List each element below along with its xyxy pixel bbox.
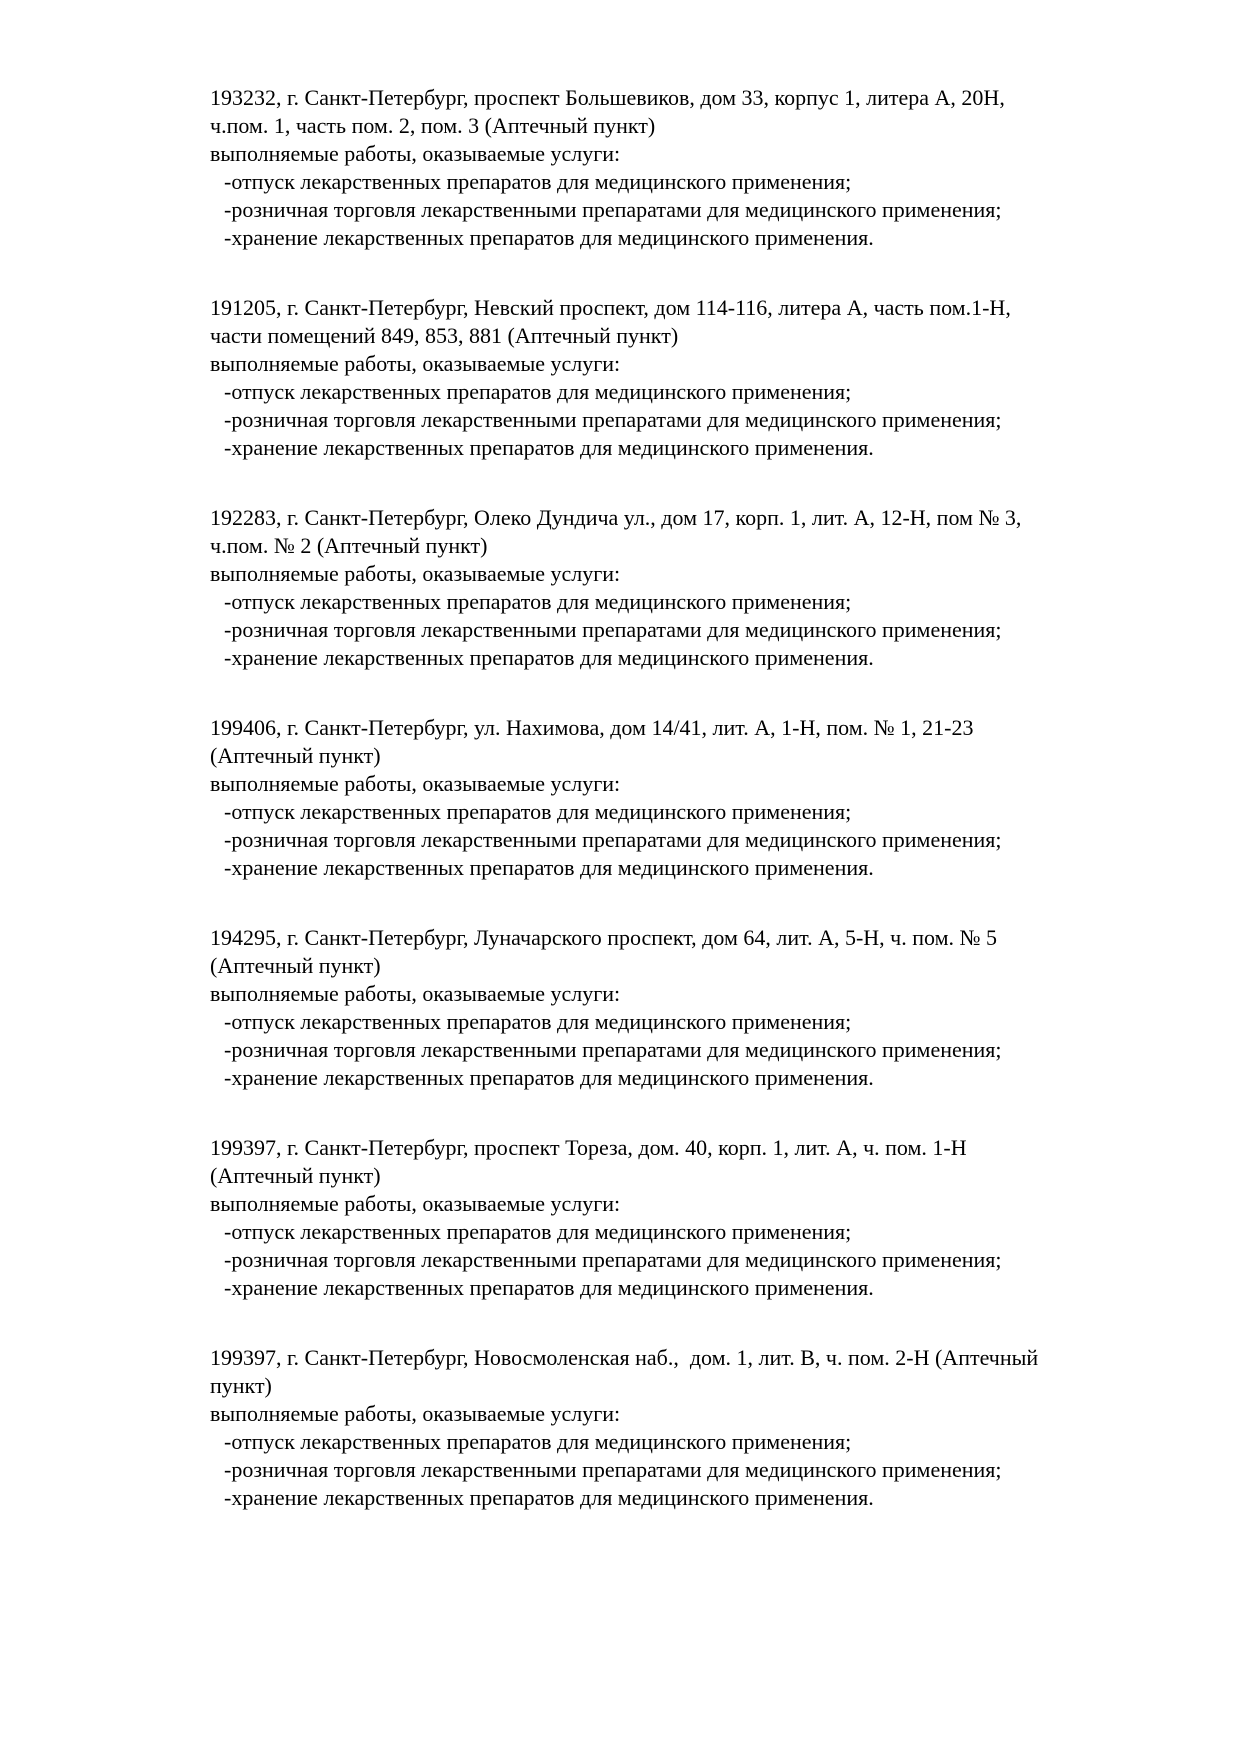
license-entry bbox=[210, 1134, 1191, 1302]
works-services-label: выполняемые работы, оказываемые услуги: bbox=[210, 981, 621, 1006]
works-services-label: выполняемые работы, оказываемые услуги: bbox=[210, 351, 621, 376]
service-item-dispensing: -отпуск лекарственных препаратов для медицинского применения; bbox=[224, 799, 852, 824]
service-item-retail: -розничная торговля лекарственными препаратами для медицинского применения; bbox=[224, 1457, 1002, 1482]
pharmacy-address-line-1: 192283, г. Санкт-Петербург, Олеко Дундича ул., дом 17, корп. 1, лит. А, 12-Н, пом № 3, bbox=[210, 505, 1022, 530]
service-item-dispensing: -отпуск лекарственных препаратов для медицинского применения; bbox=[224, 1009, 852, 1034]
service-item-dispensing: -отпуск лекарственных препаратов для медицинского применения; bbox=[224, 1429, 852, 1454]
pharmacy-address-line-1: 199397, г. Санкт-Петербург, Новосмоленская наб., дом. 1, лит. В, ч. пом. 2-Н (Аптечный bbox=[210, 1345, 1039, 1370]
pharmacy-address-line-1: 191205, г. Санкт-Петербург, Невский проспект, дом 114-116, литера А, часть пом.1-Н, bbox=[210, 295, 1011, 320]
pharmacy-address-line-2: пункт) bbox=[210, 1373, 272, 1398]
pharmacy-address-line-2: ч.пом. № 2 (Аптечный пункт) bbox=[210, 533, 488, 558]
service-item-retail: -розничная торговля лекарственными препаратами для медицинского применения; bbox=[224, 407, 1002, 432]
service-item-dispensing: -отпуск лекарственных препаратов для медицинского применения; bbox=[224, 169, 852, 194]
service-item-dispensing: -отпуск лекарственных препаратов для медицинского применения; bbox=[224, 589, 852, 614]
service-item-storage: -хранение лекарственных препаратов для медицинского применения. bbox=[224, 1485, 874, 1510]
pharmacy-address-line-2: части помещений 849, 853, 881 (Аптечный пункт) bbox=[210, 323, 679, 348]
service-item-dispensing: -отпуск лекарственных препаратов для медицинского применения; bbox=[224, 379, 852, 404]
pharmacy-address-line-2: (Аптечный пункт) bbox=[210, 953, 381, 978]
service-item-retail: -розничная торговля лекарственными препаратами для медицинского применения; bbox=[224, 827, 1002, 852]
pharmacy-address-line-1: 193232, г. Санкт-Петербург, проспект Большевиков, дом 33, корпус 1, литера А, 20Н, bbox=[210, 85, 1005, 110]
pharmacy-address-line-2: (Аптечный пункт) bbox=[210, 1163, 381, 1188]
works-services-label: выполняемые работы, оказываемые услуги: bbox=[210, 141, 621, 166]
service-item-storage: -хранение лекарственных препаратов для медицинского применения. bbox=[224, 855, 874, 880]
works-services-label: выполняемые работы, оказываемые услуги: bbox=[210, 1401, 621, 1426]
pharmacy-address-line-2: ч.пом. 1, часть пом. 2, пом. 3 (Аптечный пункт) bbox=[210, 113, 656, 138]
works-services-label: выполняемые работы, оказываемые услуги: bbox=[210, 561, 621, 586]
license-entries-list bbox=[210, 84, 1191, 1554]
service-item-retail: -розничная торговля лекарственными препаратами для медицинского применения; bbox=[224, 197, 1002, 222]
works-services-label: выполняемые работы, оказываемые услуги: bbox=[210, 1191, 621, 1216]
service-item-storage: -хранение лекарственных препаратов для медицинского применения. bbox=[224, 1065, 874, 1090]
license-entry bbox=[210, 1344, 1191, 1512]
service-item-retail: -розничная торговля лекарственными препаратами для медицинского применения; bbox=[224, 1037, 1002, 1062]
service-item-retail: -розничная торговля лекарственными препаратами для медицинского применения; bbox=[224, 1247, 1002, 1272]
license-entry bbox=[210, 504, 1191, 672]
license-entry bbox=[210, 84, 1191, 252]
service-item-storage: -хранение лекарственных препаратов для медицинского применения. bbox=[224, 1275, 874, 1300]
pharmacy-address-line-1: 199406, г. Санкт-Петербург, ул. Нахимова, дом 14/41, лит. А, 1-Н, пом. № 1, 21-23 bbox=[210, 715, 974, 740]
license-entry bbox=[210, 294, 1191, 462]
license-entry bbox=[210, 714, 1191, 882]
pharmacy-address-line-2: (Аптечный пункт) bbox=[210, 743, 381, 768]
service-item-storage: -хранение лекарственных препаратов для медицинского применения. bbox=[224, 225, 874, 250]
service-item-retail: -розничная торговля лекарственными препаратами для медицинского применения; bbox=[224, 617, 1002, 642]
service-item-dispensing: -отпуск лекарственных препаратов для медицинского применения; bbox=[224, 1219, 852, 1244]
service-item-storage: -хранение лекарственных препаратов для медицинского применения. bbox=[224, 645, 874, 670]
license-entry bbox=[210, 924, 1191, 1092]
works-services-label: выполняемые работы, оказываемые услуги: bbox=[210, 771, 621, 796]
pharmacy-address-line-1: 194295, г. Санкт-Петербург, Луначарского проспект, дом 64, лит. А, 5-Н, ч. пом. № 5 bbox=[210, 925, 998, 950]
pharmacy-address-line-1: 199397, г. Санкт-Петербург, проспект Тореза, дом. 40, корп. 1, лит. А, ч. пом. 1-Н bbox=[210, 1135, 967, 1160]
service-item-storage: -хранение лекарственных препаратов для медицинского применения. bbox=[224, 435, 874, 460]
